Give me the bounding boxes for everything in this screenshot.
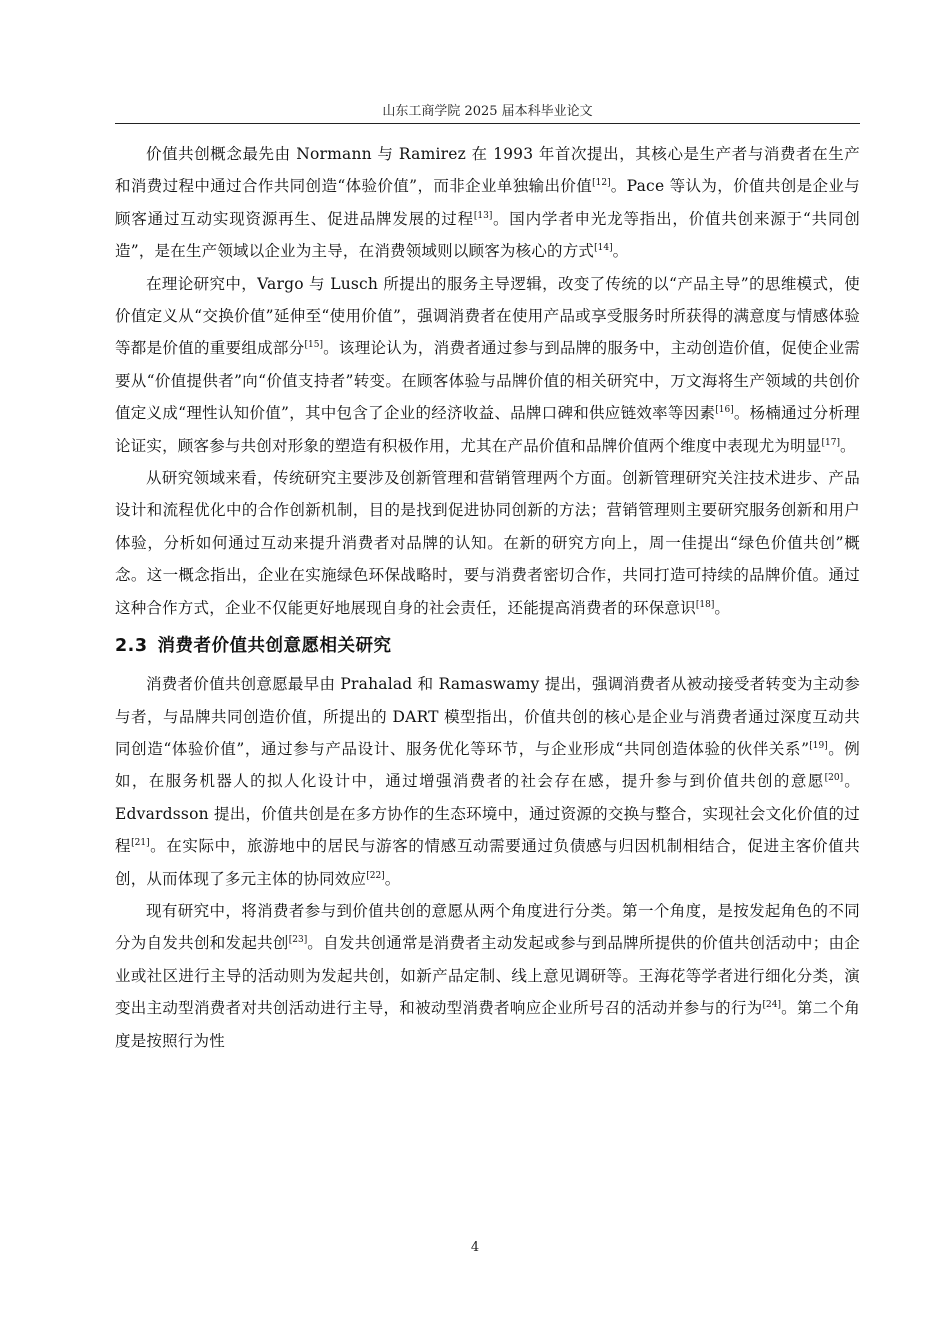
section-heading xyxy=(115,624,860,668)
text-run: 。例如，在服务机器人的拟人化设计中，通过增强消费者的社会存在感，提升参与到价值共创的意愿 xyxy=(115,739,861,791)
text-run: 。 xyxy=(612,242,629,261)
text-run: 。 xyxy=(840,436,856,455)
text-run: 现有研究中，将消费者参与到价值共创的意愿从两个角度进行分类。第一个角度，是按发起角色的不同分为自发共创和发起共创 xyxy=(115,901,860,953)
citation-ref: [14] xyxy=(594,243,613,254)
running-header: 山东工商学院 2025 届本科毕业论文 xyxy=(382,104,593,119)
text-run: 。Edvardsson 提出，价值共创是在多方协作的生态环境中，通过资源的交换与整合，实现社会文化价值的过程 xyxy=(115,772,861,856)
citation-ref: [12] xyxy=(592,178,611,189)
citation-ref: [21] xyxy=(131,837,150,848)
paragraph xyxy=(115,895,860,1057)
citation-ref: [22] xyxy=(366,870,385,881)
text-run: 。 xyxy=(714,598,731,617)
paragraph xyxy=(115,268,860,462)
citation-ref: [13] xyxy=(473,210,493,221)
citation-ref: [18] xyxy=(695,599,715,610)
citation-ref: [15] xyxy=(304,340,324,351)
paragraph xyxy=(115,138,860,268)
text-run: 。第二个角度是按照行为性 xyxy=(115,999,860,1050)
text-run: 消费者价值共创意愿最早由 Prahalad 和 Ramaswamy 提出，强调消费者从被动接受者转变为主动参与者，与品牌共同创造价值，所提出的 DART 模型指出，价值共创的核心是企业与消费者通过深度互动共同创造“体验价值”，通过参与产品设计、服务优化等环节，与企业形成“共同创造体验的伙伴关系” xyxy=(115,675,860,758)
section-number: 2.3 xyxy=(115,636,148,657)
paragraph xyxy=(115,668,860,895)
text-run: 。杨楠通过分析理论证实，顾客参与共创对形象的塑造有积极作用，尤其在产品价值和品牌价值两个维度中表现尤为明显 xyxy=(115,404,860,455)
text-run: 价值共创概念最先由 Normann 与 Ramirez 在 1993 年首次提出，其核心是生产者与消费者在生产和消费过程中通过合作共同创造“体验价值”，而非企业单独输出价值 xyxy=(115,145,860,196)
text-run: 从研究领域来看，传统研究主要涉及创新管理和营销管理两个方面。创新管理研究关注技术进步、产品设计和流程优化中的合作创新机制，目的是找到促进协同创新的方法；营销管理则主要研究服务创新和用户体验，分析如何通过互动来提升消费者对品牌的认知。在新的研究方向上，周一佳提出“绿色价值共创”概念。这一概念指出，企业在实施绿色环保战略时，要与消费者密切合作，共同打造可持续的品牌价值。通过这种合作方式，企业不仅能更好地展现自身的社会责任，还能提高消费者的环保意识 xyxy=(115,469,860,617)
page-number: 4 xyxy=(470,1240,480,1255)
citation-ref: [19] xyxy=(809,740,828,751)
header-rule xyxy=(115,123,860,124)
text-run: 在理论研究中，Vargo 与 Lusch 所提出的服务主导逻辑，改变了传统的以“产品主导”的思维模式，使价值定义从“交换价值”延伸至“使用价值”，强调消费者在使用产品或享受服务时所获得的满意度与情感体验等都是价值的重要组成部分 xyxy=(115,274,860,358)
section-title: 消费者价值共创意愿相关研究 xyxy=(157,636,392,657)
citation-ref: [23] xyxy=(288,935,308,946)
citation-ref: [16] xyxy=(715,405,734,416)
text-run: 。国内学者申光龙等指出，价值共创来源于“共同创造”，是在生产领域以企业为主导，在消费领域则以顾客为核心的方式 xyxy=(115,209,860,261)
citation-ref: [20] xyxy=(824,773,844,784)
text-run: 。 xyxy=(384,869,401,888)
paragraph xyxy=(115,462,860,624)
text-run: 。自发共创通常是消费者主动发起或参与到品牌所提供的价值共创活动中；由企业或社区进行主导的活动则为发起共创，如新产品定制、线上意见调研等。王海花等学者进行细化分类，演变出主动型消费者对共创活动进行主导，和被动型消费者响应企业所号召的活动并参与的行为 xyxy=(115,934,860,1018)
text-run: 。在实际中，旅游地中的居民与游客的情感互动需要通过负债感与归因机制相结合，促进主客价值共创，从而体现了多元主体的协同效应 xyxy=(115,837,860,888)
text-run: 。Pace 等认为，价值共创是企业与顾客通过互动实现资源再生、促进品牌发展的过程 xyxy=(115,177,860,228)
citation-ref: [17] xyxy=(821,437,840,448)
body-text xyxy=(115,138,860,1057)
citation-ref: [24] xyxy=(762,1000,782,1010)
text-run: 。该理论认为，消费者通过参与到品牌的服务中，主动创造价值，促使企业需要从“价值提供者”向“价值支持者”转变。在顾客体验与品牌价值的相关研究中，万文海将生产领域的共创价值定义成“理性认知价值”，其中包含了企业的经济收益、品牌口碑和供应链效率等因素 xyxy=(115,339,860,423)
